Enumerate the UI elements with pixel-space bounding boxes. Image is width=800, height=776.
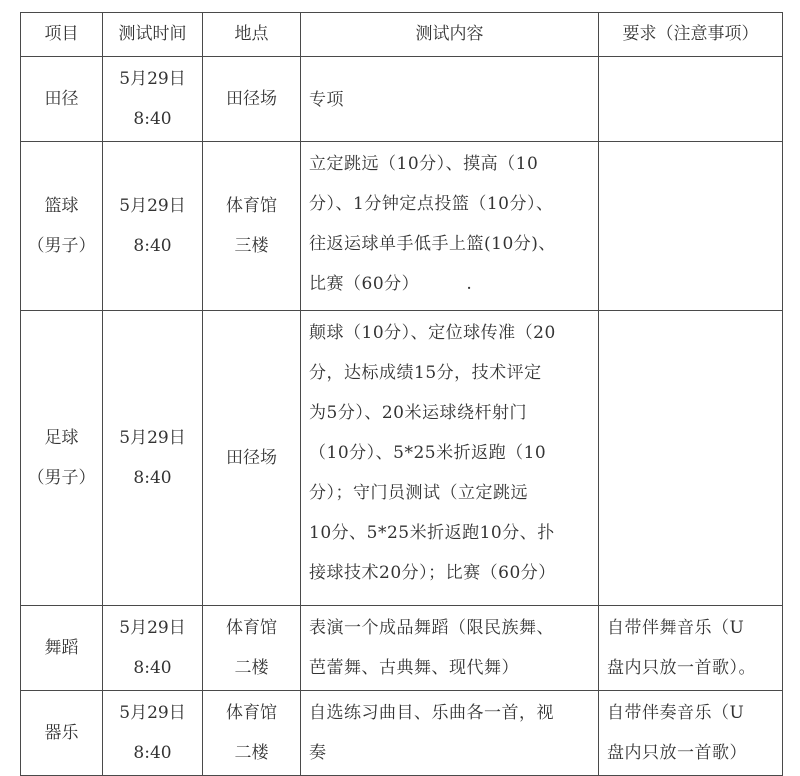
table-row [21,311,783,606]
time-cell [103,142,203,311]
table-row [21,691,783,776]
requirements-cell [599,57,783,142]
header-test-time: 测试时间 [103,13,203,57]
time-cell [103,691,203,776]
content-line: （10分）、5*25米折返跑（10 [309,443,547,463]
clock-text: 8:40 [133,743,172,763]
clock-text: 8:40 [133,468,172,488]
clock-text: 8:40 [133,658,172,678]
project-cell [21,311,103,606]
location-text: 体育馆 [226,703,277,723]
date-text: 5月29日 [119,196,186,216]
requirement-line: 自带伴奏音乐（U [607,703,745,723]
location-subtext: 二楼 [234,743,269,763]
location-text: 体育馆 [226,196,277,216]
time-cell [103,311,203,606]
content-line: 往返运球单手低手上篮(10分)、 [309,234,556,254]
header-project: 项目 [21,13,103,57]
content-line: 分）；守门员测试（立定跳远 [309,483,528,503]
table-row [21,57,783,142]
requirement-line: 盘内只放一首歌） [607,743,747,763]
content-cell [301,57,599,142]
content-line: 颠球（10分）、定位球传准（20 [309,323,556,343]
table-header-row [21,13,783,57]
clock-text: 8:40 [133,109,172,129]
project-subtext: （男子） [27,236,96,256]
header-location: 地点 [203,13,301,57]
time-cell [103,606,203,691]
requirements-cell [599,142,783,311]
location-cell [203,57,301,142]
header-requirements: 要求（注意事项） [599,13,783,57]
table-row [21,142,783,311]
content-line: 表演一个成品舞蹈（限民族舞、 [309,618,554,638]
location-cell [203,691,301,776]
project-subtext: （男子） [27,468,96,488]
location-subtext: 三楼 [234,236,269,256]
date-text: 5月29日 [119,428,186,448]
requirements-cell [599,606,783,691]
requirements-cell [599,691,783,776]
content-line: 专项 [309,90,344,110]
content-line: 10分、5*25米折返跑10分、扑 [309,523,555,543]
content-line: 分）、1分钟定点投篮（10分）、 [309,194,554,214]
content-line: 芭蕾舞、古典舞、现代舞） [309,658,519,678]
requirements-cell [599,311,783,606]
location-cell [203,142,301,311]
location-text: 田径场 [226,448,277,468]
location-text: 体育馆 [226,618,277,638]
date-text: 5月29日 [119,69,186,89]
content-line: 分，达标成绩15分，技术评定 [309,363,542,383]
project-cell [21,142,103,311]
clock-text: 8:40 [133,236,172,256]
project-text: 舞蹈 [44,638,79,658]
location-cell [203,606,301,691]
location-text: 田径场 [226,89,277,109]
requirement-line: 盘内只放一首歌）。 [607,658,756,678]
content-line: 自选练习曲目、乐曲各一首，视 [309,703,554,723]
location-subtext: 二楼 [234,658,269,678]
content-cell [301,311,599,606]
requirement-line: 自带伴舞音乐（U [607,618,745,638]
project-cell [21,606,103,691]
header-test-content: 测试内容 [301,13,599,57]
time-cell [103,57,203,142]
project-text: 足球 [44,428,79,448]
project-cell [21,691,103,776]
project-cell [21,57,103,142]
project-text: 田径 [44,89,79,109]
project-text: 篮球 [44,196,79,216]
project-text: 器乐 [44,723,79,743]
content-line: 为5分）、20米运球绕杆射门 [309,403,527,423]
table-row [21,606,783,691]
document-page [20,12,783,776]
content-line: 奏 [309,743,327,763]
date-text: 5月29日 [119,703,186,723]
content-cell [301,691,599,776]
content-line: 立定跳远（10分）、摸高（10 [309,154,539,174]
content-line: 比赛（60分） . [309,274,473,294]
content-line: 接球技术20分）；比赛（60分） [309,563,556,583]
test-schedule-table [20,12,783,776]
content-cell [301,606,599,691]
location-cell [203,311,301,606]
content-cell [301,142,599,311]
date-text: 5月29日 [119,618,186,638]
